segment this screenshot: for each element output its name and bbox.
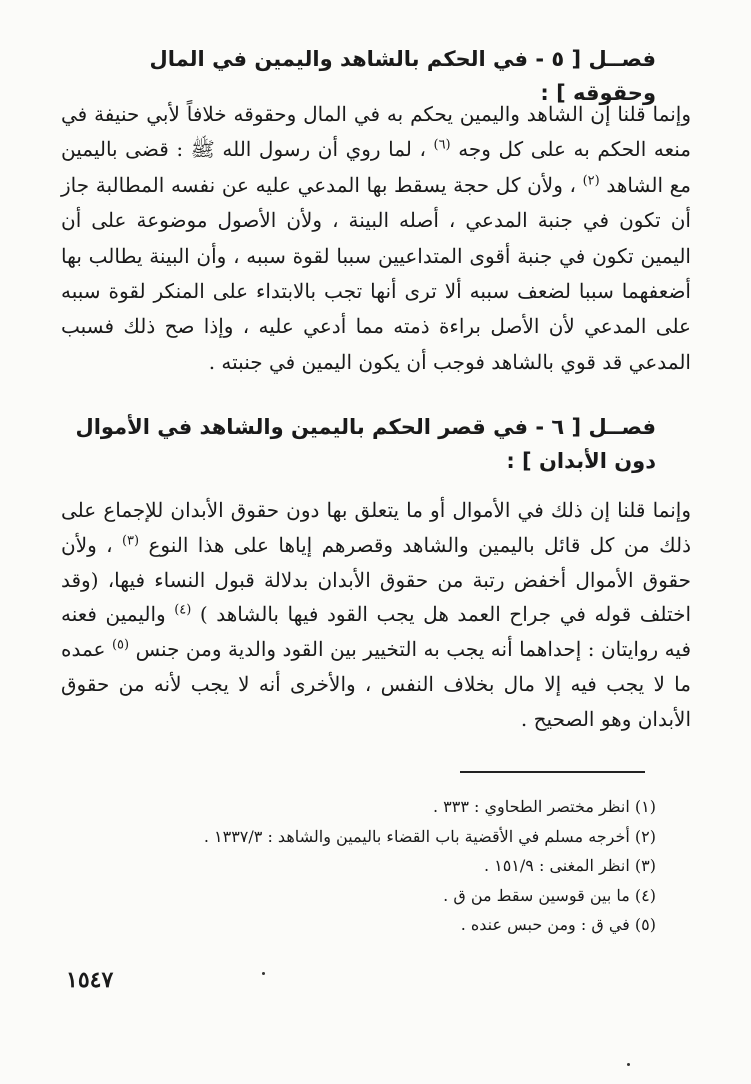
footnote-3: (٣) انظر المغنى : ١٥١/٩ . — [483, 856, 656, 875]
paragraph-text: عمده ما لا يجب فيه إلا مال بخلاف النفس ، والأخرى أنه لا يجب لأنه من حقوق الأبدان وهو الصحيح . — [61, 637, 691, 731]
paragraph-text: ، لما روي أن رسول الله ﷺ : قضى باليمين مع الشاهد — [61, 137, 691, 197]
paragraph-text: وإنما قلنا إن ذلك في الأموال أو ما يتعلق بها دون حقوق الأبدان للإجماع على ذلك من كل قائل باليمين والشاهد وقصرهم إياها على هذا النوع — [61, 498, 691, 557]
section-heading-6: فصــل [ ٦ - في قصر الحكم باليمين والشاهد في الأموال دون الأبدان ] : — [75, 415, 656, 473]
footnote-ref-4: (٤) — [174, 602, 192, 618]
footnote-1: (١) انظر مختصر الطحاوي : ٣٣٣ . — [432, 797, 656, 816]
paragraph-section-5 — [61, 97, 691, 380]
paragraph-text: ، ولأن حقوق الأموال أخفض رتبة من حقوق الأبدان بدلالة قبول النساء فيها، (وقد اختلف قوله في جراح العمد هل يجب القود فيها بالشاهد ) — [61, 532, 691, 627]
footnote-ref-5: (٥) — [111, 637, 130, 653]
footnote-ref-2: (٢) — [582, 173, 600, 189]
paragraph-section-6 — [61, 493, 691, 737]
footnote-divider — [460, 771, 645, 773]
paragraph-text: ، ولأن كل حجة يسقط بها المدعي عليه عن نفسه المطالبة جاز أن تكون في جنبة المدعي ، أصله البينة ، ولأن الأصول موضوعة على أن اليمين تكون في جنبة أقوى المتداعيين سببا لقوة سببه ، وأن البينة يطالب بها أضعفهما سببا لضعف سببه ألا ترى أنها تجب بالابتداء على المنكر لقوة سببه على المدعي لأن الأصل براءة ذمته مما أدعي عليه ، وإذا صح ذلك فسبب المدعي قد قوي بالشاهد فوجب أن يكون اليمين في جنبته . — [61, 172, 691, 374]
page-number: ١٥٤٧ — [66, 967, 114, 993]
scan-speck — [627, 1063, 630, 1066]
footnote-ref-6: (٦) — [433, 137, 451, 153]
footnotes-list — [56, 792, 656, 940]
scan-speck — [262, 972, 265, 975]
paragraph-text: واليمين فعنه فيه روايتان : إحداهما أنه يجب به التخيير بين القود والدية ومن جنس — [61, 602, 691, 662]
footnote-4: (٤) ما بين قوسين سقط من ق . — [443, 885, 656, 905]
footnote-5: (٥) في ق : ومن حبس عنده . — [460, 915, 656, 934]
paragraph-text: وإنما قلنا إن الشاهد واليمين يحكم به في المال وحقوقه خلافاً لأبي حنيفة في منعه الحكم به على كل وجه — [61, 102, 692, 162]
footnote-2: (٢) أخرجه مسلم في الأقضية باب القضاء باليمين والشاهد : ١٣٣٧/٣ . — [203, 826, 656, 846]
section-heading-5: فصــل [ ٥ - في الحكم بالشاهد واليمين في المال وحقوقه ] : — [149, 47, 656, 105]
footnote-ref-3: (٣) — [121, 533, 140, 549]
